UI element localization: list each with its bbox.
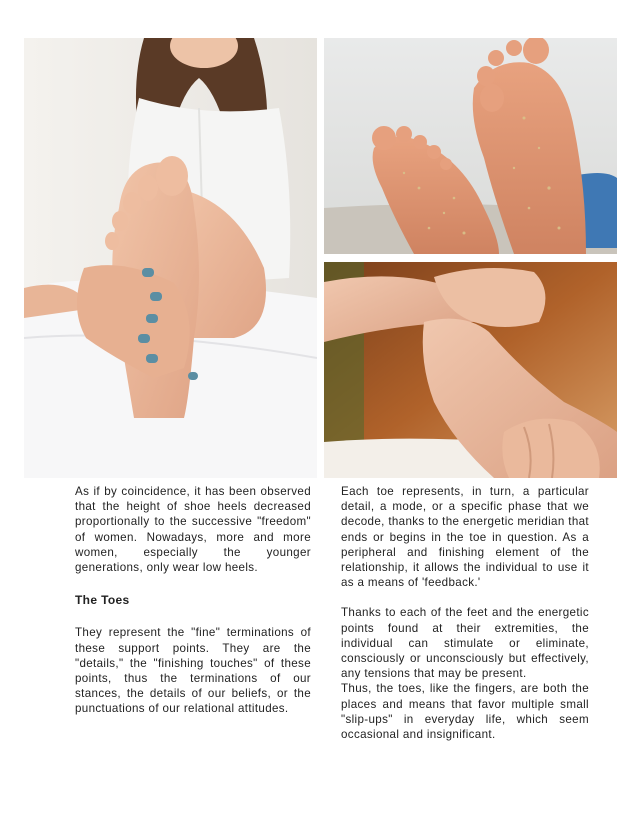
heels-paragraph: As if by coincidence, it has been observed that the height of shoe heels decreased proportionally to the successive "freedom" of women. Nowadays, more and more women, especially the younger generations, only wear low heels.: [75, 485, 311, 575]
toes-paragraph: They represent the "fine" terminations of these support points. They are the "details," the "finishing touches" of these points, thus the terminations of our stances, the details of our beliefs, or the punctuations of our relational attitudes.: [75, 626, 311, 716]
toe-meaning-paragraph: Each toe represents, in turn, a particular detail, a mode, or a specific phase that we decode, thanks to the energetic meridian that ends or begins in the toe in question. As a peripheral and finishing element of the relationship, it allows the individual to use it as a means of 'feedback.': [341, 485, 589, 590]
slip-ups-paragraph: Thus, the toes, like the fingers, are both the places and means that favor multiple small "slip-ups" in everyday life, which seem occasional and insignificant.: [341, 682, 589, 742]
toes-heading: The Toes: [75, 593, 130, 608]
left-text-column: [75, 484, 311, 717]
foot-massage-photo: [24, 38, 317, 478]
sandy-feet-photo: [324, 38, 617, 254]
reflexology-photo: [324, 262, 617, 478]
energetic-points-paragraph: Thanks to each of the feet and the energetic points found at their extremities, the individual can stimulate or eliminate, consciously or unconsciously but effectively, any tensions that may be present.: [341, 606, 589, 681]
right-text-column: [341, 484, 589, 742]
